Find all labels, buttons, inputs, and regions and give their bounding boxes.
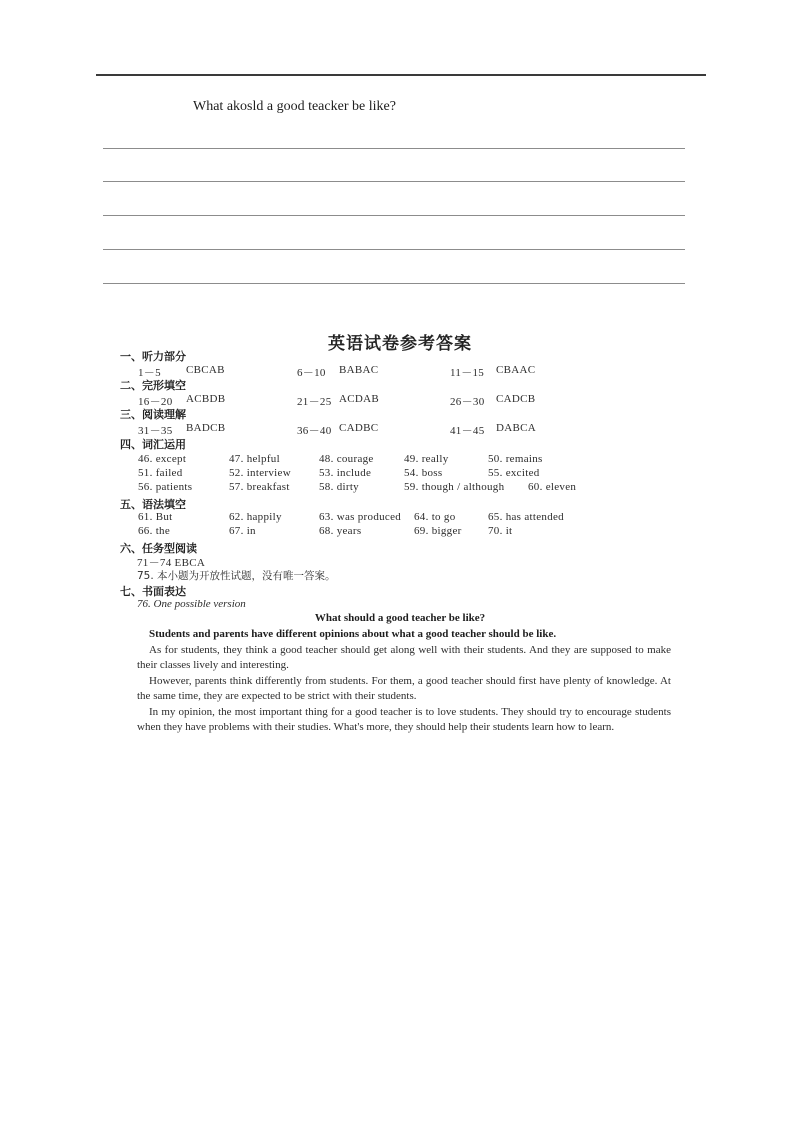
answer-range: 26－30 [450, 396, 485, 408]
answer-range: 11－15 [450, 367, 485, 379]
answer-letters: ACDAB [339, 393, 380, 405]
vocab-answer: 60. eleven [528, 481, 577, 493]
answer-key-title: 英语试卷参考答案 [328, 334, 472, 354]
essay-paragraph: However, parents think differently from students. For them, a good teacher should first have plenty of knowledge. At the same time, they are expected to be strict with their students. [137, 674, 671, 702]
vocab-answer: 58. dirty [319, 481, 359, 493]
grammar-answer: 62. happily [229, 511, 282, 523]
open-question-note: 75. 本小题为开放性试题，没有唯一答案。 [137, 570, 336, 582]
section-heading-task-reading: 六、任务型阅读 [120, 542, 197, 555]
vocab-answer: 52. interview [229, 467, 291, 479]
vocab-answer: 56. patients [138, 481, 193, 493]
version-label: 76. One possible version [137, 598, 246, 610]
answer-letters: BADCB [186, 422, 226, 434]
answer-letters: DABCA [496, 422, 537, 434]
grammar-answer: 69. bigger [414, 525, 462, 537]
vocab-answer: 55. excited [488, 467, 540, 479]
answer-letters: CBCAB [186, 364, 225, 376]
answer-letters: CADBC [339, 422, 379, 434]
writing-line [103, 215, 685, 216]
grammar-answer: 67. in [229, 525, 256, 537]
answer-letters: CBAAC [496, 364, 536, 376]
writing-line [103, 283, 685, 284]
answer-letters: BABAC [339, 364, 379, 376]
section-heading-grammar: 五、语法填空 [120, 498, 186, 511]
writing-line [103, 249, 685, 250]
grammar-answer: 65. has attended [488, 511, 564, 523]
vocab-answer: 49. really [404, 453, 449, 465]
answer-range: 16－20 [138, 396, 173, 408]
vocab-answer: 46. except [138, 453, 187, 465]
section-heading-cloze: 二、完形填空 [120, 379, 186, 392]
grammar-answer: 66. the [138, 525, 171, 537]
writing-line [103, 181, 685, 182]
section-heading-vocabulary: 四、词汇运用 [120, 438, 186, 451]
vocab-answer: 59. though / although [404, 481, 505, 493]
section-heading-listening: 一、听力部分 [120, 350, 186, 363]
writing-line [103, 148, 685, 149]
essay-title: What should a good teacher be like? [314, 612, 486, 624]
answer-range: 36－40 [297, 425, 332, 437]
grammar-answer: 61. But [138, 511, 173, 523]
answer-range: 31－35 [138, 425, 173, 437]
top-rule [96, 74, 706, 76]
essay-paragraph: In my opinion, the most important thing for a good teacher is to love students. They should try to encourage students when they have problems with their studies. What's more, they should help their students learn how to learn. [137, 705, 671, 733]
answer-range: 21－25 [297, 396, 332, 408]
model-essay [137, 627, 671, 736]
answer-letters: ACBDB [186, 393, 226, 405]
vocab-answer: 57. breakfast [229, 481, 290, 493]
grammar-answer: 64. to go [414, 511, 456, 523]
vocab-answer: 54. boss [404, 467, 443, 479]
essay-paragraph: As for students, they think a good teacher should get along well with their students. And they are supposed to make their classes lively and interesting. [137, 643, 671, 671]
vocab-answer: 53. include [319, 467, 372, 479]
essay-paragraph: Students and parents have different opinions about what a good teacher should be like. [149, 628, 557, 640]
answer-letters: CADCB [496, 393, 536, 405]
answer-range: 41－45 [450, 425, 485, 437]
section-heading-reading: 三、阅读理解 [120, 408, 186, 421]
answer-range: 1－5 [138, 367, 161, 379]
vocab-answer: 50. remains [488, 453, 543, 465]
task-answer-line: 71－74 EBCA [137, 557, 206, 569]
section-heading-writing: 七、书面表达 [120, 585, 186, 598]
writing-prompt: What akosld a good teacker be like? [193, 99, 396, 114]
grammar-answer: 70. it [488, 525, 513, 537]
vocab-answer: 47. helpful [229, 453, 280, 465]
grammar-answer: 68. years [319, 525, 362, 537]
vocab-answer: 48. courage [319, 453, 374, 465]
answer-range: 6－10 [297, 367, 326, 379]
grammar-answer: 63. was produced [319, 511, 402, 523]
vocab-answer: 51. failed [138, 467, 183, 479]
